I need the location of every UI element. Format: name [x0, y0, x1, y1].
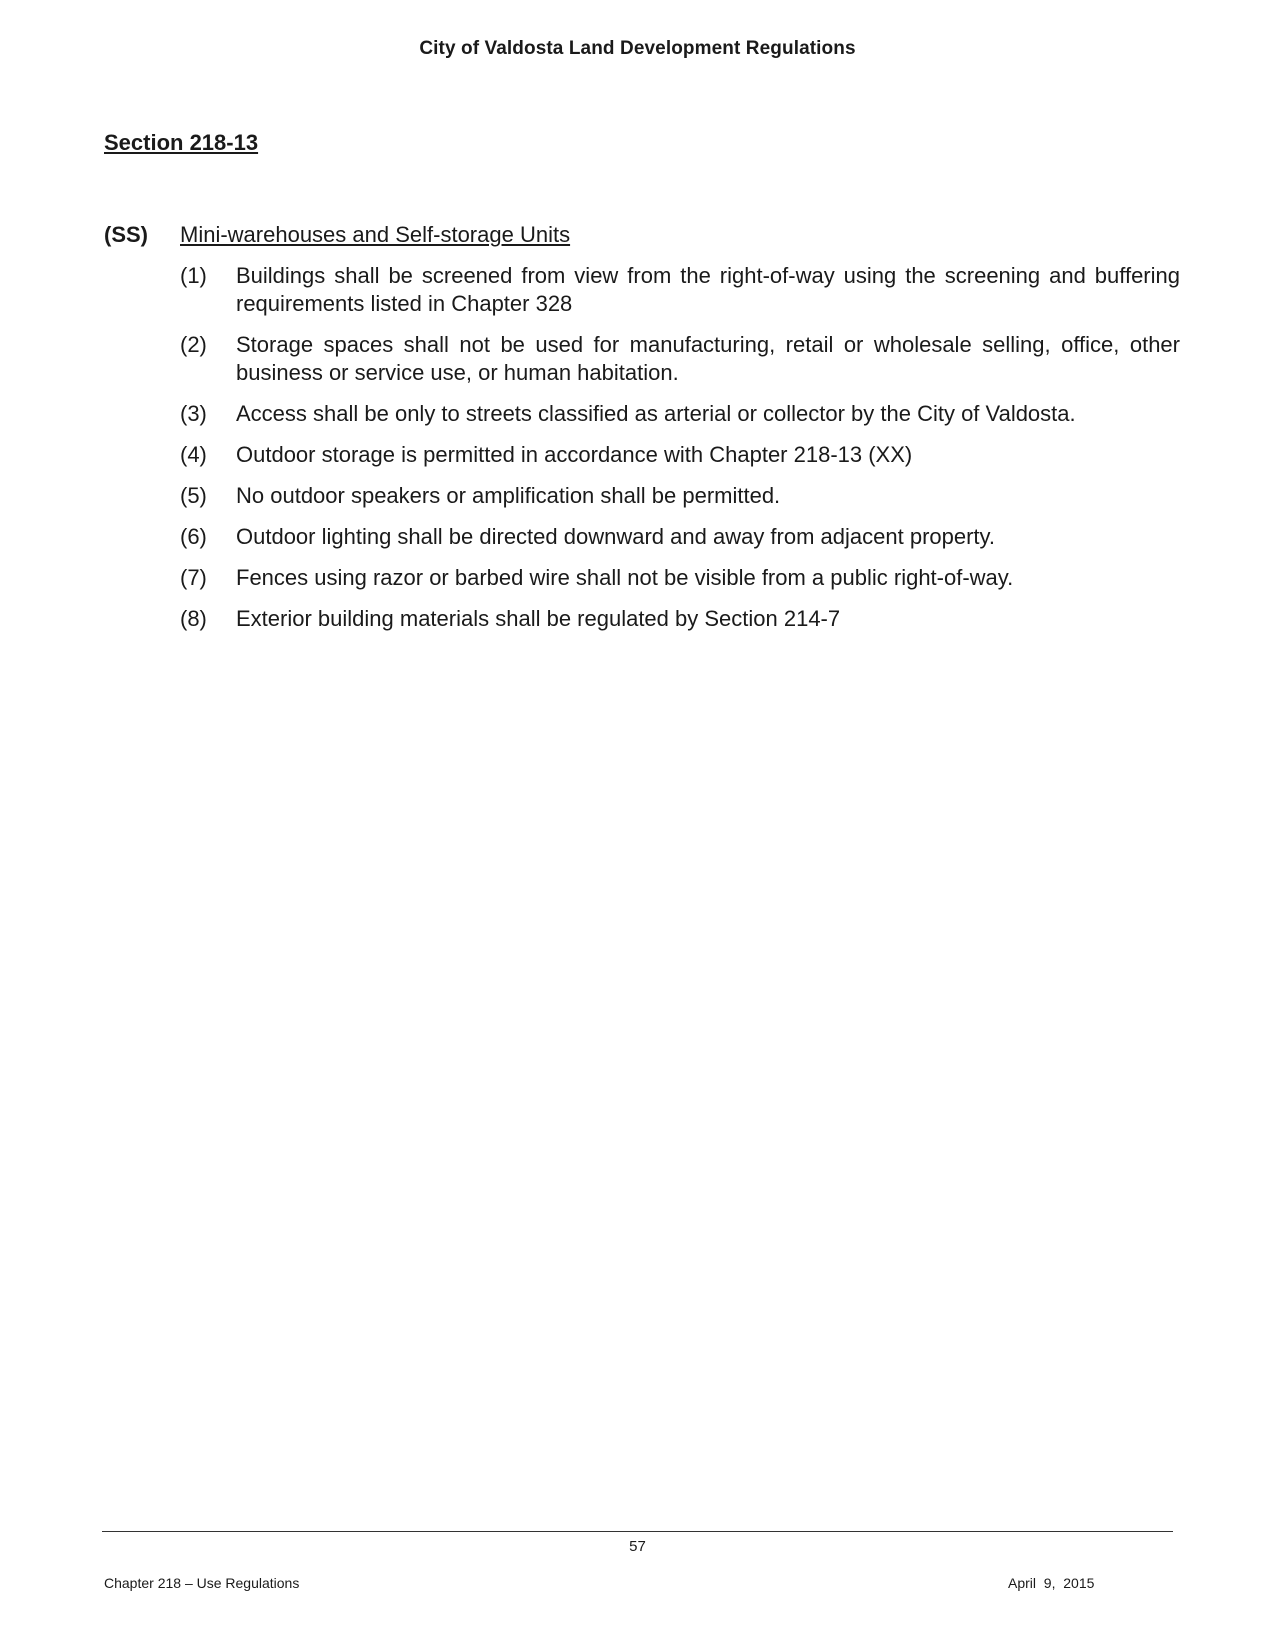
- list-item: [180, 331, 1180, 387]
- item-text: Access shall be only to streets classified as arterial or collector by the City of Valdosta.: [236, 401, 1076, 426]
- item-number: (5): [180, 483, 207, 508]
- regulation-list: [180, 262, 1180, 646]
- item-number: (4): [180, 442, 207, 467]
- list-item: [180, 482, 1180, 510]
- item-number: (6): [180, 524, 207, 549]
- item-text: Outdoor storage is permitted in accordance with Chapter 218-13 (XX): [236, 442, 913, 467]
- item-text: Exterior building materials shall be regulated by Section 214-7: [236, 606, 841, 631]
- list-item: [180, 262, 1180, 318]
- footer-chapter: Chapter 218 – Use Regulations: [104, 1575, 300, 1591]
- page-number: 57: [629, 1538, 646, 1555]
- item-number: (3): [180, 401, 207, 426]
- item-number: (8): [180, 606, 207, 631]
- item-number: (7): [180, 565, 207, 590]
- subsection-code: (SS): [104, 222, 148, 247]
- item-text: Outdoor lighting shall be directed downward and away from adjacent property.: [236, 524, 996, 549]
- document-header-title: City of Valdosta Land Development Regulations: [419, 38, 856, 59]
- item-text: Fences using razor or barbed wire shall not be visible from a public right-of-way.: [236, 565, 1014, 590]
- subsection-title: Mini-warehouses and Self-storage Units: [180, 222, 571, 247]
- footer-date: April 9, 2015: [1008, 1575, 1095, 1591]
- item-number: (1): [180, 263, 207, 288]
- list-item: [180, 441, 1180, 469]
- item-number: (2): [180, 332, 207, 357]
- list-item: [180, 605, 1180, 633]
- item-text: No outdoor speakers or amplification shall be permitted.: [236, 483, 781, 508]
- item-text: Storage spaces shall not be used for manufacturing, retail or wholesale selling, office, other business or service use, or human habitation.: [236, 332, 1180, 385]
- item-text: Buildings shall be screened from view from the right-of-way using the screening and buffering requirements listed in Chapter 328: [236, 263, 1180, 316]
- footer-divider: [102, 1531, 1173, 1532]
- section-heading: Section 218-13: [104, 130, 259, 155]
- list-item: [180, 523, 1180, 551]
- list-item: [180, 564, 1180, 592]
- list-item: [180, 400, 1180, 428]
